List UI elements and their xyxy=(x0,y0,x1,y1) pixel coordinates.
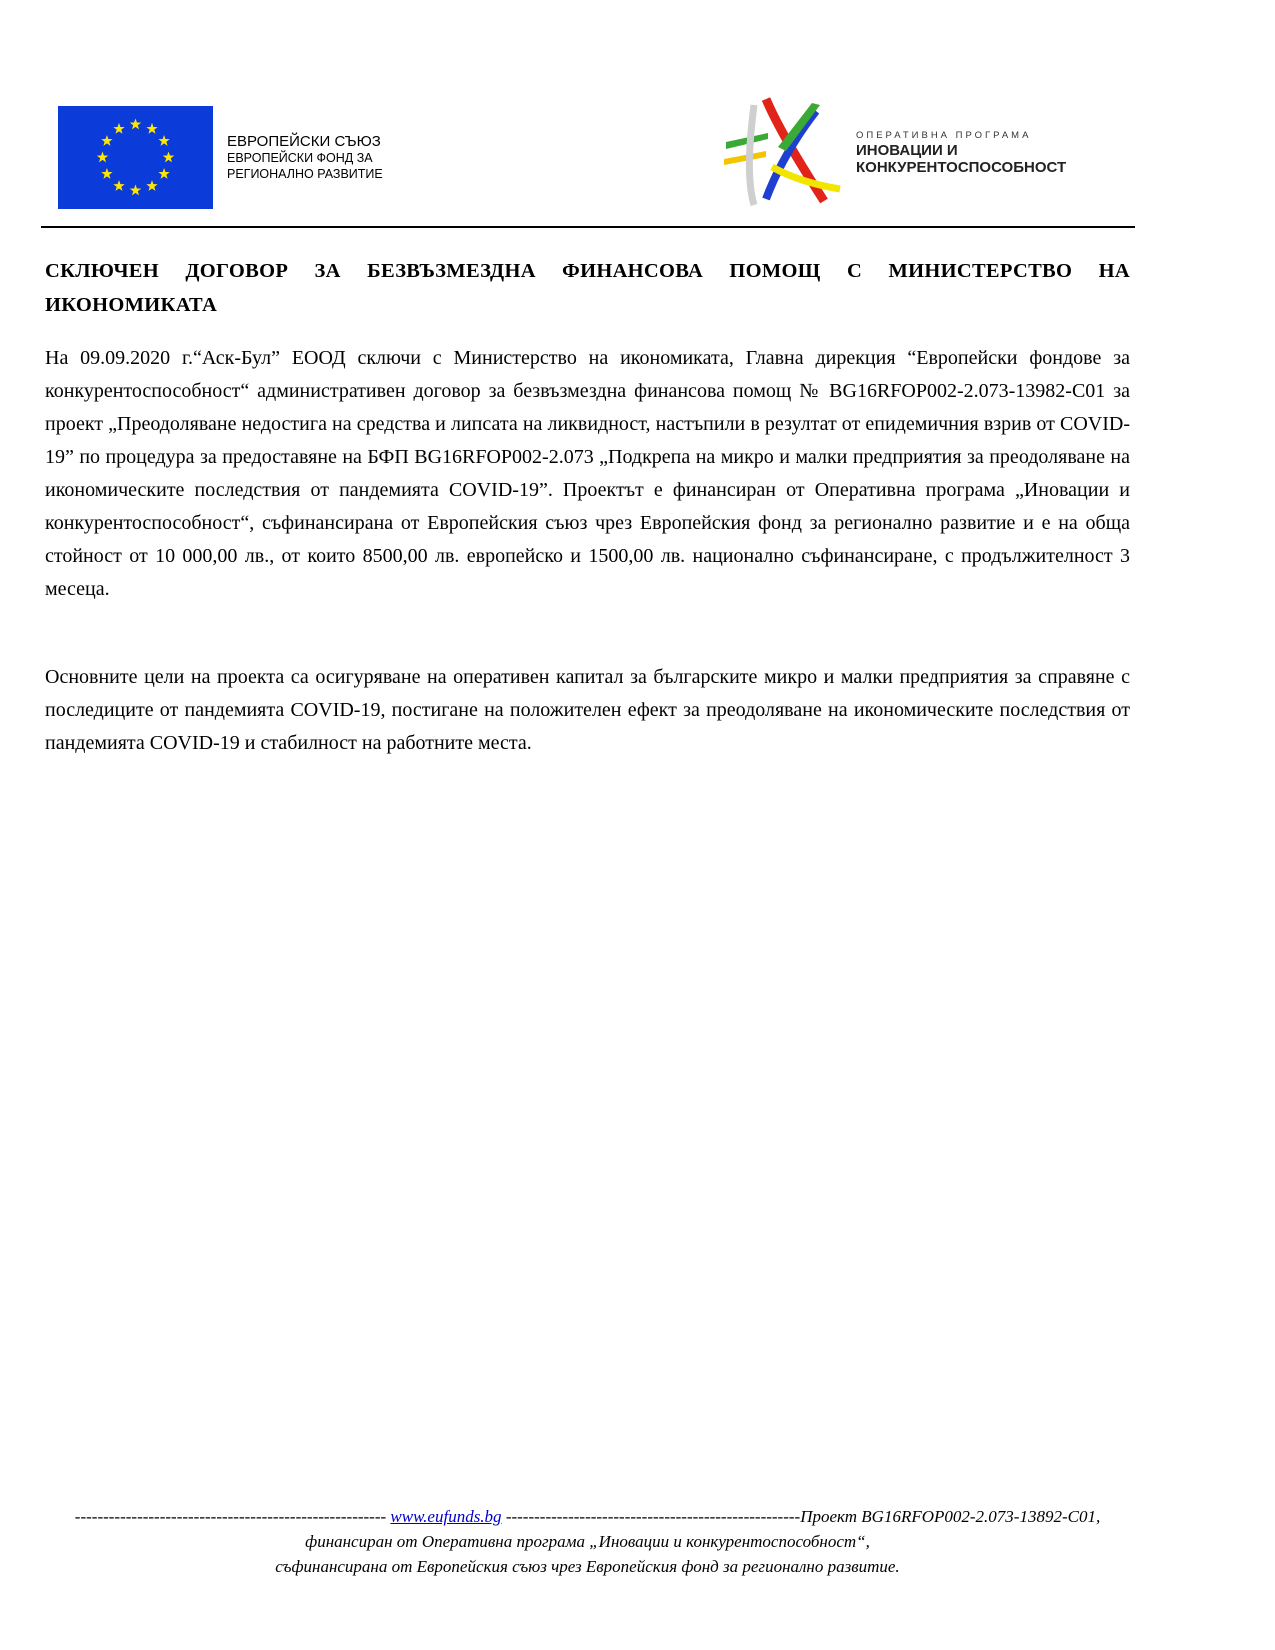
eu-star-icon xyxy=(146,180,157,191)
eu-star-icon xyxy=(130,185,141,196)
eu-star-icon xyxy=(158,135,169,146)
paragraph-2: Основните цели на проекта са осигуряване на оперативен капитал за българските микро и малки предприятия за справяне с последиците от пандемията COVID-19, постигане на положителен ефект за преодоляване на икономическите последствия от пандемията COVID-19 и стабилност на работните места. xyxy=(45,666,1130,754)
footer-dashes-right: ---------------------------------------------------- xyxy=(505,1507,801,1526)
eu-logo-text xyxy=(227,134,383,182)
op-logo xyxy=(716,97,1066,209)
footer-text2: съфинансирана от Европейския съюз чрез Европейския фонд за регионално развитие. xyxy=(275,1557,900,1576)
eu-flag-icon xyxy=(58,106,213,209)
eu-star-icon xyxy=(158,168,169,179)
eu-star-icon xyxy=(163,152,174,163)
eu-star-icon xyxy=(113,180,124,191)
eufunds-link[interactable]: www.eufunds.bg xyxy=(390,1507,502,1526)
eu-logo xyxy=(58,106,383,209)
op-logo-line2: КОНКУРЕНТОСПОСОБНОСТ xyxy=(856,159,1067,176)
op-innovation-mark-icon xyxy=(716,97,856,209)
footer xyxy=(60,1504,1115,1579)
op-logo-line1: ИНОВАЦИИ И xyxy=(856,142,958,159)
op-logo-small: ОПЕРАТИВНА ПРОГРАМА xyxy=(856,130,1032,141)
eu-star-icon xyxy=(130,119,141,130)
eu-star-icon xyxy=(113,123,124,134)
eu-logo-line3: РЕГИОНАЛНО РАЗВИТИЕ xyxy=(227,166,383,181)
page-title: СКЛЮЧЕН ДОГОВОР ЗА БЕЗВЪЗМЕЗДНА ФИНАНСОВА ПОМОЩ С МИНИСТЕРСТВО НА ИКОНОМИКАТА xyxy=(45,260,1130,316)
op-logo-text xyxy=(856,130,1066,176)
footer-line1 xyxy=(60,1504,1115,1554)
eu-star-icon xyxy=(101,168,112,179)
eu-star-icon xyxy=(97,152,108,163)
eu-star-icon xyxy=(101,135,112,146)
paragraph-1: На 09.09.2020 г.“Аск-Бул” ЕООД сключи с Министерство на икономиката, Главна дирекция “Европейски фондове за конкурентоспособност“ административен договор за безвъзмездна финансова помощ № BG16RFOP002-2.073-13982-C01 за проект „Преодоляване недостига на средства и липсата на ликвидност, настъпили в резултат от епидемичния взрив от COVID-19” по процедура за предоставяне на БФП BG16RFOP002-2.073 „Подкрепа на микро и малки предприятия за преодоляване на икономическите последствия от пандемията COVID-19”. Проектът е финансиран от Оперативна програма „Иновации и конкурентоспособност“, съфинансирана от Европейския съюз чрез Европейския фонд за регионално развитие и е на обща стойност от 10 000,00 лв., от които 8500,00 лв. европейско и 1500,00 лв. национално съфинансиране, с продължителност 3 месеца. xyxy=(45,347,1130,600)
footer-dashes-left: ------------------------------------------------------- xyxy=(74,1507,387,1526)
header-divider xyxy=(41,226,1135,228)
eu-logo-line1: ЕВРОПЕЙСКИ СЪЮЗ xyxy=(227,132,381,150)
eu-star-icon xyxy=(146,123,157,134)
eu-logo-line2: ЕВРОПЕЙСКИ ФОНД ЗА xyxy=(227,150,373,165)
footer-text1: Проект BG16RFOP002-2.073-13892-C01, финансиран от Оперативна програма „Иновации и конкурентоспособност“, xyxy=(305,1507,1101,1551)
